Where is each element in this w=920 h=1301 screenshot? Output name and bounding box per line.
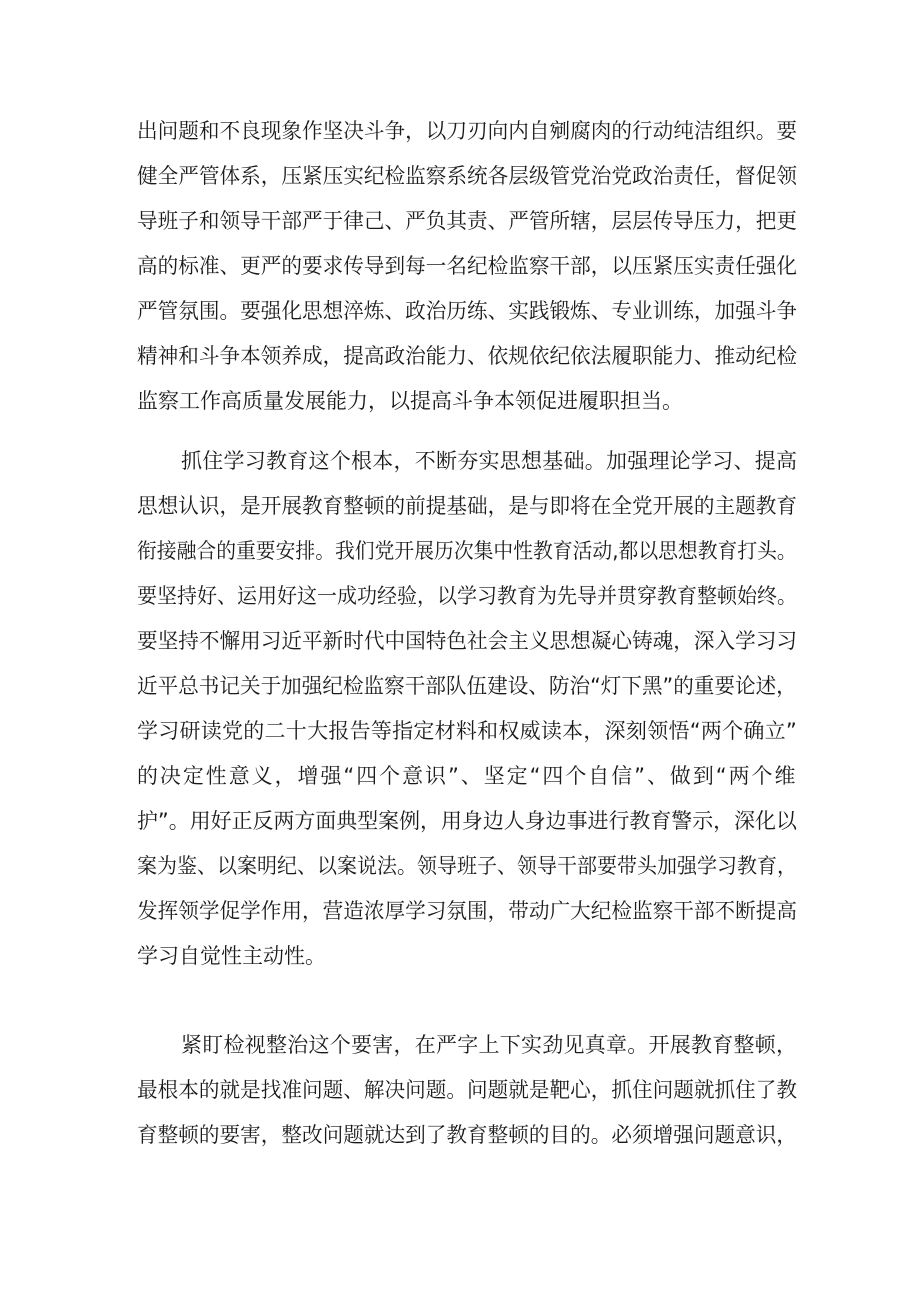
paragraph-1-line: 精神和斗争本领养成，提高政治能力、依规依纪依法履职能力、推动纪检	[137, 344, 797, 368]
paragraph-1-line: 健全严管体系，压紧压实纪检监察系统各层级管党治党政治责任，督促领	[137, 164, 797, 188]
paragraph-2-line: 学习自觉性主动性。	[137, 944, 326, 968]
paragraph-3-line: 育整顿的要害，整改问题就达到了教育整顿的目的。必须增强问题意识，	[137, 1123, 797, 1147]
paragraph-1-line: 高的标准、更严的要求传导到每一名纪检监察干部，以压紧压实责任强化	[137, 254, 797, 278]
paragraph-1-line: 监察工作高质量发展能力，以提高斗争本领促进履职担当。	[137, 389, 683, 413]
paragraph-3-line: 紧盯检视整治这个要害，在严字上下实劲见真章。开展教育整顿，	[181, 1033, 798, 1057]
paragraph-1-line: 导班子和领导干部严于律己、严负其责、严管所辖，层层传导压力，把更	[137, 209, 797, 233]
paragraph-3-line: 最根本的就是找准问题、解决问题。问题就是靶心，抓住问题就抓住了教	[137, 1078, 797, 1102]
paragraph-2-line: 思想认识，是开展教育整顿的前提基础，是与即将在全党开展的主题教育	[137, 494, 797, 518]
paragraph-2-line: 要坚持不懈用习近平新时代中国特色社会主义思想凝心铸魂，深入学习习	[137, 629, 797, 653]
paragraph-1-line: 出问题和不良现象作坚决斗争，以刀刃向内自剜腐肉的行动纯洁组织。要	[137, 119, 797, 143]
paragraph-1-line: 严管氛围。要强化思想淬炼、政治历练、实践锻炼、专业训练，加强斗争	[137, 299, 797, 323]
paragraph-2-line: 案为鉴、以案明纪、以案说法。领导班子、领导干部要带头加强学习教育，	[137, 854, 798, 878]
paragraph-2-line: 学习研读党的二十大报告等指定材料和权威读本，深刻领悟“两个确立”	[137, 719, 798, 743]
paragraph-2-line: 抓住学习教育这个根本，不断夯实思想基础。加强理论学习、提高	[181, 449, 798, 473]
paragraph-2-line: 衔接融合的重要安排。我们党开展历次集中性教育活动,都以思想教育打头。	[137, 539, 797, 563]
paragraph-2-line: 的决定性意义，增强“四个意识”、坚定“四个自信”、做到“两个维	[137, 764, 798, 788]
paragraph-2-line: 近平总书记关于加强纪检监察干部队伍建设、防治“灯下黑”的重要论述，	[137, 674, 797, 698]
paragraph-2-line: 护”。用好正反两方面典型案例，用身边人身边事进行教育警示，深化以	[137, 809, 797, 833]
paragraph-2-line: 要坚持好、运用好这一成功经验，以学习教育为先导并贯穿教育整顿始终。	[137, 584, 798, 608]
paragraph-2-line: 发挥领学促学作用，营造浓厚学习氛围，带动广大纪检监察干部不断提高	[137, 899, 797, 923]
